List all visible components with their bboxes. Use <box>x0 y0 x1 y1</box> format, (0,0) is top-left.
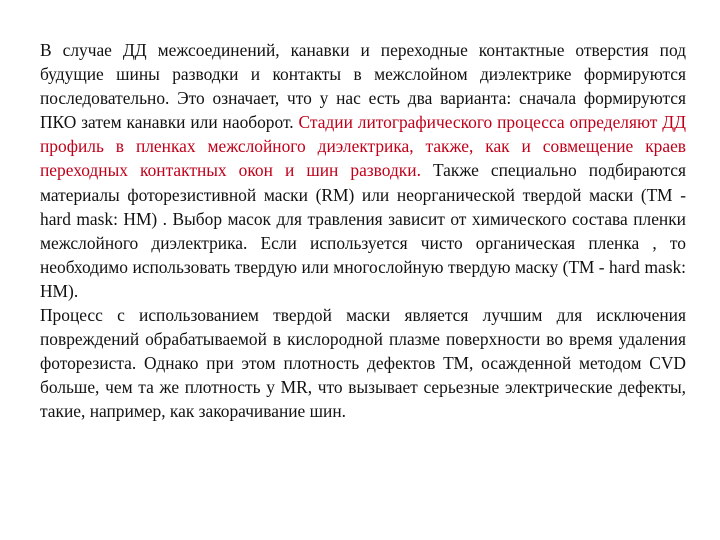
paragraph-rest-text: Также специально подбираются материалы фоторезистивной маски (RM) или неорганической твердой маски (ТМ - hard mask: НМ) . Выбор масок для травления зависит от химического состава пленки межслойного диэлектрика. Если используется чисто органическая пленка , то необходимо использовать твердую или многослойную твердую маску (ТМ - hard mask: НМ). <box>40 160 686 301</box>
paragraph-intro-text: В случае ДД межсоединений, канавки и переходные контактные отверстия под будущие шины разводки и контакты в межслойном диэлектрике формируются последовательно. Это означает, что у нас есть два варианта: сначала формируются ПКО затем канавки или наоборот. <box>40 40 686 133</box>
body-text <box>40 38 686 424</box>
paragraph-hard-mask: Процесс с использованием твердой маски является лучшим для исключения повреждений обрабатываемой в кислородной плазме поверхности во время удаления фоторезиста. Однако при этом плотность дефектов ТМ, осажденной методом CVD больше, чем та же плотность у MR, что вызывает серьезные электрические дефекты, такие, например, как закорачивание шин. <box>40 305 686 422</box>
paragraph-dual-damascene <box>40 38 686 303</box>
highlighted-text: Стадии литографического процесса определяют ДД профиль в пленках межслойного диэлектрика, также, как и совмещение краев переходных контактных окон и шин разводки. <box>40 112 686 181</box>
